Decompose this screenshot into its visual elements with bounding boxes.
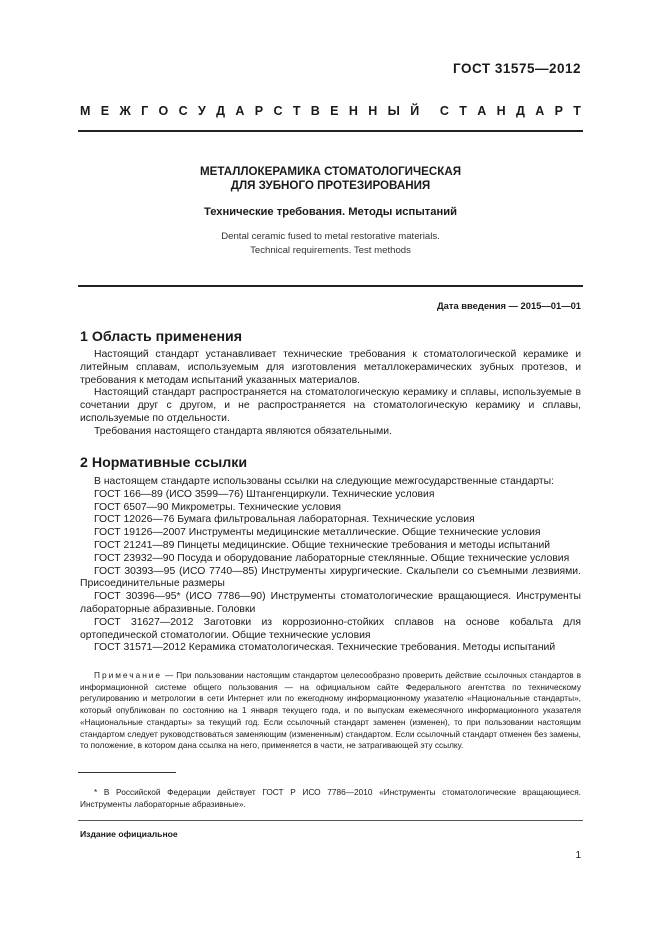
heading-letter: Н (368, 104, 378, 118)
heading-letter: О (158, 104, 169, 118)
title-line-1: МЕТАЛЛОКЕРАМИКА СТОМАТОЛОГИЧЕСКАЯ (199, 165, 462, 178)
paragraph: Настоящий стандарт устанавливает технические требования к стоматологической керамике и литейным сплавам, используемым для изготовления металлокерамических зубных протезов, и требования к методам испытаний указанных материалов. (80, 349, 581, 386)
heading-letter: А (235, 104, 245, 118)
footnote-text: * В Российской Федерации действует ГОСТ Р ИСО 7786—2010 «Инструменты стоматологические вращающиеся. Инструменты лабораторные абразивные». (80, 787, 581, 809)
reference-item: ГОСТ 166—89 (ИСО 3599—76) Штангенциркули. Технические условия (94, 488, 435, 500)
heading-letter: В (310, 104, 320, 118)
english-title-line-1: Dental ceramic fused to metal restorative materials. (221, 231, 440, 242)
heading-letter: А (535, 104, 545, 118)
heading-letter: Г (141, 104, 149, 118)
gost-code: ГОСТ 31575—2012 (453, 61, 581, 76)
heading-letter: С (439, 104, 449, 118)
paragraph: В настоящем стандарте использованы ссылки на следующие межгосударственные стандарты: (94, 476, 555, 487)
english-title (80, 230, 581, 258)
title-line-2: ДЛЯ ЗУБНОГО ПРОТЕЗИРОВАНИЯ (230, 179, 431, 192)
section-1-heading: 1 Область применения (80, 329, 243, 345)
reference-item: ГОСТ 12026—76 Бумага фильтровальная лабораторная. Технические условия (94, 514, 475, 526)
heading-letter: Р (554, 104, 563, 118)
reference-item: ГОСТ 6507—90 Микрометры. Технические условия (94, 501, 342, 513)
page-number: 1 (575, 850, 581, 861)
heading-letter: Е (330, 104, 339, 118)
reference-item: ГОСТ 30396—95* (ИСО 7786—90) Инструменты стоматологические вращающиеся. Инструменты лабораторные абразивные. Головки (80, 591, 581, 615)
top-divider (78, 130, 583, 132)
section-2-body (80, 476, 581, 655)
document-title (80, 165, 581, 193)
heading-letter: Д (216, 104, 226, 118)
reference-item: ГОСТ 19126—2007 Инструменты медицинские металлические. Общие технические условия (94, 527, 541, 539)
note-paragraph (80, 670, 581, 752)
heading-letter: Т (573, 104, 581, 118)
edition-label: Издание официальное (80, 829, 178, 839)
heading-letter: Т (459, 104, 467, 118)
heading-letter: Й (410, 104, 420, 118)
reference-item: ГОСТ 31571—2012 Керамика стоматологическая. Технические требования. Методы испытаний (94, 642, 556, 654)
note-text: — При пользовании настоящим стандартом целесообразно проверить действие ссылочных стандартов в информационной системе общего пользования — на официальном сайте Федерального агентства по техническому регулированию и метрологии в сети Интернет или по ежегодному информационному указателю «Национальные стандарты», который опубликован по состоянию на 1 января текущего года, и по выпускам ежемесячного информационного указателя «Национальные стандарты» за текущий год. Если ссылочный стандарт заменен (изменен), то при пользовании настоящим стандартом следует руководствоваться заменяющим (измененным) стандартом. Если ссылочный стандарт отменен без замены, то положение, в котором дана ссылка на него, применяется в части, не затрагивающей эту ссылку. (80, 670, 581, 751)
heading-letter: Р (254, 104, 264, 118)
note-block (80, 670, 581, 752)
paragraph: Настоящий стандарт распространяется на стоматологическую керамику и сплавы, используемые в сочетании друг с другом, и не распространяется на стоматологическую керамику и сплавы, используемые по отдельности. (80, 387, 581, 424)
heading-letter: Д (515, 104, 525, 118)
section-2-heading: 2 Нормативные ссылки (80, 455, 248, 471)
document-subtitle: Технические требования. Методы испытаний (203, 206, 458, 218)
reference-item: ГОСТ 31627—2012 Заготовки из коррозионно-стойких сплавов на основе кобальта для ортопедической стоматологии. Общие технические условия (80, 616, 581, 641)
reference-item: ГОСТ 21241—89 Пинцеты медицинские. Общие технические требования и методы испытаний (94, 539, 551, 551)
heading-letter: Н (496, 104, 506, 118)
heading-letter: А (477, 104, 487, 118)
reference-item: ГОСТ 30393—95 (ИСО 7740—85) Инструменты хирургические. Скальпели со съемными лезвиями. Присоединительные размеры (80, 565, 581, 590)
heading-letter: Е (100, 104, 110, 118)
edition-divider (78, 820, 583, 821)
paragraph: Требования настоящего стандарта являются обязательными. (94, 425, 392, 437)
heading-letter: Н (348, 104, 358, 118)
reference-item: ГОСТ 23932—90 Посуда и оборудование лабораторные стеклянные. Общие технические условия (94, 552, 570, 564)
note-label: Примечание (94, 670, 163, 680)
footnote-divider (78, 772, 176, 773)
footnote (80, 787, 581, 810)
heading-letter: С (178, 104, 188, 118)
heading-letter: Т (292, 104, 301, 118)
section-1-body (80, 349, 581, 439)
interstate-standard-heading (80, 104, 581, 118)
heading-letter: У (198, 104, 206, 118)
heading-letter: Ж (119, 104, 131, 118)
english-title-line-2: Technical requirements. Test methods (250, 245, 411, 256)
heading-letter: С (273, 104, 283, 118)
introduction-date: Дата введения — 2015—01—01 (436, 300, 581, 311)
title-divider (78, 285, 583, 287)
heading-letter: М (80, 104, 91, 118)
heading-letter: Ы (387, 104, 400, 118)
